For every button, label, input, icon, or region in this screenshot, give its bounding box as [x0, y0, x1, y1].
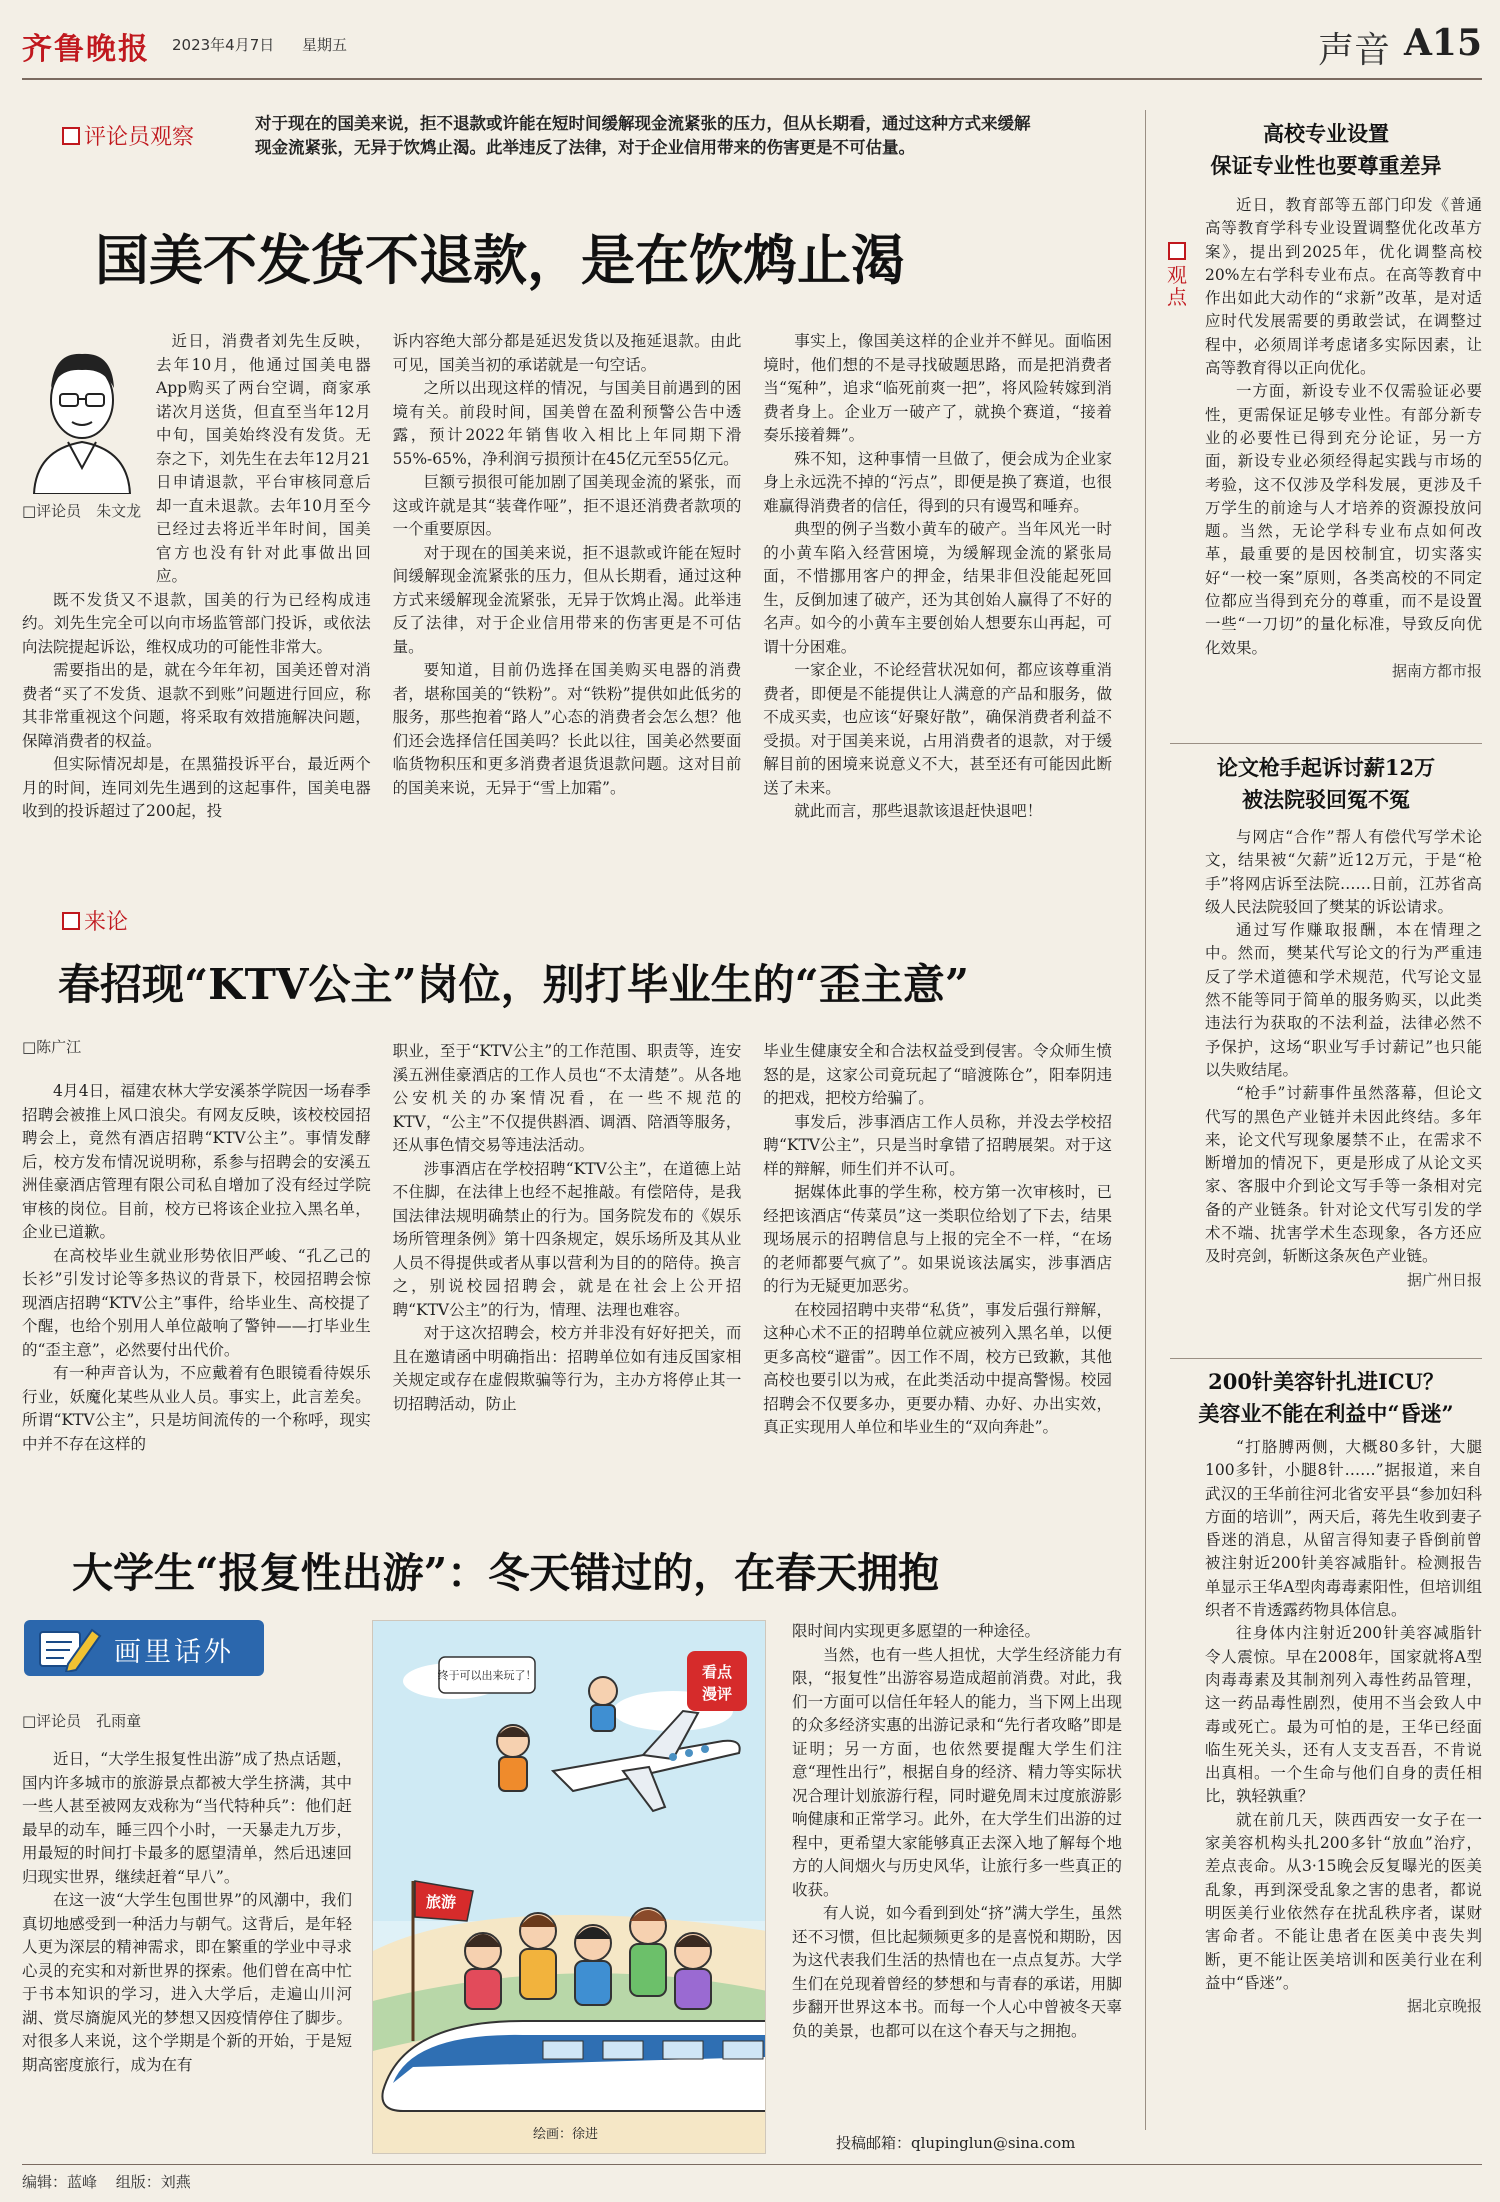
paragraph: 当然，也有一些人担忧，大学生经济能力有限，“报复性”出游容易造成超前消费。对此，我们一方面可以信任年轻人的能力，当下网上出现的众多经济实惠的出游记录和“先行者攻略”即是证明；另一方面，也依然要提醒大学生们注意“理性出行”，根据自身的经济、精力等实际状况合理计划旅游行程，同时避免周末过度旅游影响健康和正常学习。此外，在大学生们出游的过程中，更希望大家能够真正去深入地了解每个地方的人间烟火与历史风华，让旅行多一些真正的收获。	[792, 1645, 1122, 1899]
page-header	[22, 18, 1482, 80]
paragraph: 涉事酒店在学校招聘“KTV公主”，在道德上站不住脚，在法律上也经不起推敲。有偿陪侍，是我国法律法规明确禁止的行为。国务院发布的《娱乐场所管理条例》第十四条规定，娱乐场所及其从业人员不得提供或者从事以营利为目的的陪侍。换言之，别说校园招聘会，就是在社会上公开招聘“KTV公主”的行为，情理、法理也难容。	[392, 1159, 742, 1319]
article1-col3	[763, 330, 1112, 850]
pencil-paper-icon	[34, 1624, 104, 1672]
speech-bubble: 终于可以出来玩了！	[437, 1669, 537, 1682]
paragraph: 就在前几天，陕西西安一女子在一家美容机构头扎200多针“放血”治疗，差点丧命。从3·15晚会反复曝光的医美乱象，再到深受乱象之害的患者，都说明医美行业依然存在扰乱秩序者，谋财害命者。不能让患者在医美中丧失判断，更不能让医美培训和医美行业在利益中“昏迷”。	[1205, 1810, 1482, 1992]
paragraph: 一方面，新设专业不仅需验证必要性，更需保证足够专业性。有部分新专业的必要性已得到充分论证，另一方面，新设专业必须经得起实践与市场的考验，这不仅涉及学科发展，更涉及千万学生的前途与人才培养的资源投放问题。当然，无论学科专业布点如何改革，最重要的是因校制宜，切实落实好“一校一案”原则，各类高校的不同定位都应当得到充分的尊重，而不是设置一些“一刀切”的量化标准，导致反向优化效果。	[1205, 382, 1482, 657]
paragraph: 毕业生健康安全和合法权益受到侵害。令众师生愤怒的是，这家公司竟玩起了“暗渡陈仓”，阳奉阴违的把戏，把校方给骗了。	[763, 1042, 1112, 1107]
paragraph: 殊不知，这种事情一旦做了，便会成为企业家身上永远洗不掉的“污点”，即便是换了赛道，也很难赢得消费者的信任，得到的只有谩骂和唾弃。	[763, 449, 1112, 515]
cartoon-illustration	[372, 1620, 766, 2154]
paragraph: 有一种声音认为，不应戴着有色眼镜看待娱乐行业，妖魔化某些从业人员。事实上，此言差矣。所谓“KTV公主”，只是坊间流传的一个称呼，现实中并不存在这样的	[22, 1364, 371, 1453]
paragraph: 但实际情况却是，在黑猫投诉平台，最近两个月的时间，连同刘先生遇到的这起事件，国美电器收到的投诉超过了200起，投	[22, 755, 371, 820]
article2-body	[22, 1040, 1112, 1490]
svg-text:漫评: 漫评	[701, 1685, 733, 1703]
paragraph: 在校园招聘中夹带“私货”，事发后强行辩解，这种心术不正的招聘单位就应被列入黑名单，以便更多高校“避雷”。因工作不周，校方已致歉，其他高校也要引以为戒，在此类活动中提高警惕。校园招聘会不仅要多办，更要办精、办好、办出实效，真正实现用人单位和毕业生的“双向奔赴”。	[763, 1300, 1112, 1436]
paragraph: “枪手”讨薪事件虽然落幕，但论文代写的黑色产业链并未因此终结。多年来，论文代写现象屡禁不止，在需求不断增加的情况下，更是形成了从论文买家、客服中介到论文写手等一条相对完备的产业链条。针对论文代写引发的学术不端、扰害学术生态现象，各方还应及时亮剑，斩断这条灰色产业链。	[1205, 1084, 1482, 1266]
paragraph: “打胳膊两侧，大概80多针，大腿100多针，小腿8针……”据报道，来自武汉的王华前往河北省安平县“参加妇科方面的培训”，两天后，蒋先生收到妻子昏迷的消息，从留言得知妻子昏倒前曾被注射近200针美容减脂针。检测报告单显示王华A型肉毒毒素阳性，但培训组织者不肯透露药物具体信息。	[1205, 1438, 1482, 1620]
newspaper-logo: 齐鲁晚报	[22, 32, 150, 67]
right1-headline: 高校专业设置 保证专业性也要尊重差异	[1210, 121, 1442, 178]
paragraph: 典型的例子当数小黄车的破产。当年风光一时的小黄车陷入经营困境，为缓解现金流的紧张局面，不惜挪用客户的押金，结果非但没能起死回生，反倒加速了破产，还为其创始人赢得了不好的名声。如今的小黄车主要创始人想要东山再起，可谓十分困难。	[763, 520, 1112, 656]
illustration-credit: 绘画：徐进	[533, 2127, 599, 2142]
square-icon	[62, 127, 80, 145]
article2-col2	[393, 1040, 742, 1490]
article3-headline: 大学生“报复性出游”：冬天错过的，在春天拥抱	[72, 1549, 940, 1597]
right2-headline: 论文枪手起诉讨薪12万 被法院驳回冤不冤	[1216, 755, 1436, 812]
paragraph: 就此而言，那些退款该退赶快退吧！	[794, 802, 1043, 820]
paragraph: 有人说，如今看到到处“挤”满大学生，虽然还不习惯，但比起频频更多的是喜悦和期盼，因为这代表我们生活的热情也在一点点复苏。大学生们在兑现着曾经的梦想和与青春的承诺，用脚步翻开世界这本书。而每一个人心中曾被冬天辜负的美景，也都可以在这个春天与之拥抱。	[792, 1904, 1122, 2040]
paragraph: 与网店“合作”帮人有偿代写学术论文，结果被“欠薪”近12万元，于是“枪手”将网店诉至法院……日前，江苏省高级人民法院驳回了樊某的诉讼请求。	[1205, 828, 1482, 916]
section-divider	[1170, 743, 1482, 744]
article1-lead: 对于现在的国美来说，拒不退款或许能在短时间缓解现金流紧张的压力，但从长期看，通过这种方式来缓解现金流紧张，无异于饮鸩止渴。此举违反了法律，对于企业信用带来的伤害更是不可估量。	[255, 114, 1031, 157]
paragraph: 在高校毕业生就业形势依旧严峻、“孔乙己的长衫”引发讨论等多热议的背景下，校园招聘会惊现酒店招聘“KTV公主”事件，给毕业生、高校提了个醒，也给个别用人单位敲响了警钟——打毕业生的“歪主意”，必然要付出代价。	[22, 1246, 371, 1359]
column-divider	[1145, 110, 1146, 2130]
page-number: A15	[1403, 22, 1482, 64]
right3-body	[1205, 1436, 1482, 2018]
right2-body	[1205, 826, 1482, 1292]
square-icon	[1168, 242, 1186, 260]
paragraph: 近日，“大学生报复性出游”成了热点话题，国内许多城市的旅游景点都被大学生挤满，其中一些人甚至被网友戏称为“当代特种兵”：他们赶最早的动车，睡三四个小时，一天暴走九万步，用最短的时间打卡最多的愿望清单，然后迅速回归现实世界，继续赶着“早八”。	[22, 1750, 352, 1886]
stamp-badge	[687, 1651, 747, 1711]
paragraph: 对于这次招聘会，校方并非没有好好把关，而且在邀请函中明确指出：招聘单位如有违反国家相关规定或存在虚假欺骗等行为，主办方将停止其一切招聘活动，防止	[392, 1324, 742, 1413]
paragraph: 4月4日，福建农林大学安溪茶学院因一场春季招聘会被推上风口浪尖。有网友反映，该校校园招聘会上，竟然有酒店招聘“KTV公主”。事情发酵后，校方发布情况说明称，系参与招聘会的安溪五洲佳豪酒店管理有限公司私自增加了没有经过学院审核的岗位。目前，校方已将该企业拉入黑名单，企业已道歉。	[22, 1082, 371, 1241]
column-label-commentator: 评论员观察	[62, 120, 194, 151]
article1-col2	[393, 330, 742, 850]
paragraph: 事发后，涉事酒店工作人员称，并没去学校招聘“KTV公主”，只是当时拿错了招聘展架。对于这样的辩解，师生们并不认可。	[763, 1112, 1112, 1178]
svg-text:看点: 看点	[701, 1663, 733, 1681]
article1-col1	[22, 330, 371, 850]
paragraph: 近日，教育部等五部门印发《普通高等教育学科专业设置调整优化改革方案》，提出到2025年，优化调整高校20%左右学科专业布点。在高等教育中作出如此大动作的“求新”改革，是对适应时代发展需要的勇敢尝试，在调整过程中，必须周详考虑诸多实际因素，让高等教育得以正向优化。	[1205, 196, 1482, 378]
article2-col1	[22, 1040, 371, 1490]
paragraph: 既不发货又不退款，国美的行为已经构成违约。刘先生完全可以向市场监管部门投诉，或依法向法院提起诉讼，维权成功的可能性非常大。	[22, 590, 371, 656]
section-name: 声音	[1317, 30, 1390, 71]
issue-date: 2023年4月7日	[172, 36, 275, 54]
right1-source: 据南方都市报	[1391, 661, 1482, 680]
paragraph: 要知道，目前仍选择在国美购买电器的消费者，堪称国美的“铁粉”。对“铁粉”提供如此低劣的服务，那些抱着“路人”心态的消费者会怎么想？他们还会选择信任国美吗？长此以往，国美必然要面临货物积压和更多消费者退货退款问题。这对目前的国美来说，无异于“雪上加霜”。	[392, 661, 742, 797]
right1-body	[1205, 194, 1482, 683]
column-label-opinion: 来论	[62, 905, 128, 936]
article3-col3	[792, 1620, 1122, 2043]
editor-credit: 编辑：蓝峰	[22, 2173, 98, 2191]
paragraph: 一家企业，不论经营状况如何，都应该尊重消费者，即便是不能提供让人满意的产品和服务，做不成买卖，也应该“好聚好散”，确保消费者利益不受损。对于国美来说，占用消费者的退款，对于缓解目前的困境来说意义不大，甚至还有可能因此断送了未来。	[763, 661, 1112, 797]
paragraph: 需要指出的是，就在今年年初，国美还曾对消费者“买了不发货、退款不到账”问题进行回应，称其非常重视这个问题，将采取有效措施解决问题，保障消费者的权益。	[22, 661, 371, 750]
column-label-viewpoint: 观点	[1165, 242, 1189, 308]
article2-col3	[763, 1040, 1112, 1490]
section-divider	[1170, 1358, 1482, 1359]
article3-col1	[22, 1748, 352, 2077]
high-speed-train	[382, 2021, 766, 2111]
right2-source: 据广州日报	[1406, 1270, 1482, 1289]
right3-source: 据北京晚报	[1406, 1997, 1482, 2016]
paragraph: 职业，至于“KTV公主”的工作范围、职责等，连安溪五洲佳豪酒店的工作人员也“不太清楚”。从各地公安机关的办案情况看，在一些不规范的KTV，“公主”不仅提供斟酒、调酒、陪酒等服务，还从事色情交易等违法活动。	[392, 1042, 742, 1154]
column-badge-label: 画里话外	[114, 1637, 234, 1668]
svg-text:旅游: 旅游	[425, 1893, 457, 1911]
paragraph: 事实上，像国美这样的企业并不鲜见。面临困境时，他们想的不是寻找破题思路，而是把消费者当“冤种”，追求“临死前爽一把”，将风险转嫁到消费者身上。企业万一破产了，就换个赛道，“接着奏乐接着舞”。	[763, 332, 1112, 444]
paragraph: 往身体内注射近200针美容减脂针令人震惊。早在2008年，国家就将A型肉毒毒素及其制剂列入毒性药品管理，这一药品毒性剧烈，使用不当会致人中毒或死亡。最为可怕的是，王华已经面临生死关头，还有人支支吾吾，不肯说出真相。一个生命与他们自身的责任相比，孰轻孰重？	[1205, 1624, 1482, 1806]
paragraph: 对于现在的国美来说，拒不退款或许能在短时间缓解现金流紧张的压力，但从长期看，通过这种方式来缓解现金流紧张，无异于饮鸩止渴。此举违反了法律，对于企业信用带来的伤害更是不可估量。	[392, 543, 742, 656]
right3-headline: 200针美容针扎进ICU？ 美容业不能在利益中“昏迷”	[1198, 1369, 1454, 1426]
article1-headline: 国美不发货不退款，是在饮鸩止渴	[95, 228, 905, 292]
article3-byline: □评论员 孔雨童	[22, 1712, 142, 1730]
paragraph: 限时间内实现更多愿望的一种途径。	[792, 1622, 1041, 1640]
layout-credit: 组版：刘燕	[115, 2173, 191, 2191]
paragraph: 巨额亏损很可能加剧了国美现金流的紧张，而这或许就是其“装聋作哑”，拒不退还消费者款项的一个重要原因。	[392, 473, 742, 538]
square-icon	[62, 912, 80, 930]
paragraph: 在这一波“大学生包围世界”的风潮中，我们真切地感受到一种活力与朝气。这背后，是年轻人更为深层的精神需求，即在繁重的学业中寻求心灵的充实和对新世界的探索。他们曾在高中忙于书本知识的学习，进入大学后，走遍山川河湖、赏尽旖旎风光的梦想又因疫情停住了脚步。对很多人来说，这个学期是个新的开始，于是短期高密度旅行，成为在有	[22, 1891, 352, 2074]
article2-byline: □陈广江	[22, 1038, 82, 1056]
paragraph: 据媒体此事的学生称，校方第一次审核时，已经把该酒店“传菜员”这一类职位给划了下去，结果现场展示的招聘信息与上报的完全不一样，“在场的老师都要气疯了”。如果说该法属实，涉事酒店的行为无疑更加恶劣。	[763, 1183, 1112, 1295]
article2-headline: 春招现“KTV公主”岗位，别打毕业生的“歪主意”	[58, 960, 969, 1009]
column-badge	[24, 1620, 264, 1676]
issue-weekday: 星期五	[302, 36, 348, 54]
paragraph: 近日，消费者刘先生反映，去年10月，他通过国美电器App购买了两台空调，商家承诺次月送货，但直至当年12月中旬，国美始终没有发货。无奈之下，刘先生在去年12月21日申请退款，平台审核同意后却一直未退款。去年10月至今已经过去将近半年时间，国美官方也没有针对此事做出回应。	[156, 332, 371, 585]
paragraph: 诉内容绝大部分都是延迟发货以及拖延退款。由此可见，国美当初的承诺就是一句空话。	[392, 332, 742, 374]
page-footer	[22, 2164, 1482, 2192]
submission-email: 投稿邮箱：qlupinglun@sina.com	[836, 2134, 1076, 2152]
travel-cartoon	[373, 1621, 766, 2154]
paragraph: 之所以出现这样的情况，与国美目前遇到的困境有关。前段时间，国美曾在盈利预警公告中透露，预计2022年销售收入相比上年同期下滑55%-65%，净利润亏损预计在45亿元至55亿元。	[392, 379, 742, 468]
article1-body	[22, 330, 1112, 850]
article1-byline: □评论员 朱文龙	[22, 502, 142, 520]
paragraph: 通过写作赚取报酬，本在情理之中。然而，樊某代写论文的行为严重违反了学术道德和学术规范，代写论文显然不能等同于简单的服务购买，以此类违法行为获取的不法利益，法律必然不予保护，这场“职业写手讨薪记”也只能以失败结尾。	[1205, 921, 1482, 1079]
